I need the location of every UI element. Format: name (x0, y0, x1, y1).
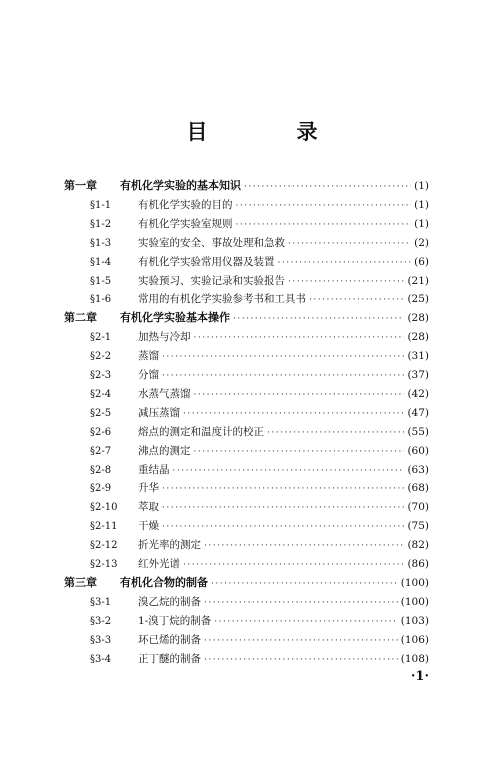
toc-section-row (90, 517, 429, 535)
page-ref: (37) (407, 369, 429, 381)
dot-leader (204, 537, 404, 555)
section-number: §2-7 (90, 445, 112, 457)
page-ref: (42) (407, 387, 429, 400)
toc-section-row (90, 631, 429, 649)
dot-leader (162, 480, 404, 498)
section-number: §2-4 (90, 388, 112, 400)
dot-leader (278, 254, 412, 272)
section-number: §2-3 (90, 370, 112, 381)
page-ref: (70) (407, 501, 429, 514)
toc-section-row (90, 404, 429, 422)
toc-section-row (90, 234, 429, 252)
chapter-title: 有机化学实验基本操作 (120, 311, 230, 325)
page-ref: (100) (400, 595, 429, 608)
page-ref: (1) (414, 217, 429, 230)
section-number: §2-6 (90, 426, 112, 438)
page-ref: (103) (400, 614, 429, 627)
toc-section-row (90, 366, 429, 384)
page-ref: (60) (407, 444, 429, 457)
dot-leader (162, 348, 404, 366)
toc-section-row (90, 555, 429, 573)
dot-leader (211, 575, 398, 593)
section-number: §2-9 (90, 483, 112, 495)
section-title: 重结晶 (138, 463, 170, 476)
page-ref: (28) (407, 331, 429, 344)
page-ref: (55) (407, 425, 429, 438)
dot-leader (309, 291, 404, 309)
section-title: 有机化学实验室规则 (138, 217, 233, 230)
dot-leader (288, 235, 411, 253)
toc-section-row (90, 612, 429, 630)
chapter-title: 有机化学实验的基本知识 (120, 179, 241, 192)
dot-leader (204, 651, 398, 669)
dot-leader (204, 594, 398, 612)
section-title: 实验室的安全、事故处理和急救 (138, 236, 285, 249)
section-number: §1-1 (90, 199, 112, 211)
toc-section-row (90, 442, 429, 460)
dot-leader (214, 613, 398, 631)
page-ref: (31) (407, 350, 429, 363)
toc-chapter-row (64, 309, 429, 327)
dot-leader (204, 632, 398, 650)
page-ref: (100) (400, 576, 429, 589)
section-number: §1-6 (90, 294, 112, 306)
page-ref: (106) (400, 633, 429, 646)
section-number: §2-12 (90, 540, 118, 552)
section-title: 有机化学实验的目的 (138, 198, 233, 211)
section-number: §3-3 (90, 634, 112, 646)
page-ref: (28) (407, 312, 429, 325)
dot-leader (173, 462, 405, 480)
toc-chapter-row (64, 177, 429, 195)
section-title: 红外光谱 (138, 558, 180, 570)
dot-leader (194, 329, 405, 347)
chapter-title: 有机化合物的制备 (120, 575, 208, 589)
page-number: ·1· (410, 669, 429, 684)
toc-section-row (90, 423, 429, 441)
dot-leader (162, 518, 404, 536)
page-ref: (25) (407, 293, 429, 306)
section-title: 环已烯的制备 (138, 633, 201, 646)
toc-section-row (90, 593, 429, 611)
section-number: §2-13 (90, 559, 118, 570)
page-title: 目 录 (186, 120, 352, 144)
section-number: §3-4 (90, 653, 112, 665)
page-ref: (82) (407, 539, 429, 552)
section-title: 干燥 (138, 520, 159, 533)
section-title: 减压蒸馏 (138, 406, 180, 419)
page-ref: (6) (414, 255, 429, 268)
page-ref: (108) (400, 652, 429, 665)
section-number: §2-11 (90, 521, 118, 533)
section-title: 正丁醚的制备 (138, 652, 201, 665)
chapter-number: 第三章 (64, 575, 97, 589)
page-ref: (2) (414, 236, 429, 249)
toc-section-row (90, 385, 429, 403)
page-ref: (21) (407, 274, 429, 287)
toc-section-row (90, 196, 429, 214)
section-number: §2-8 (90, 464, 112, 476)
page-ref: (1) (414, 198, 429, 211)
section-number: §3-2 (90, 615, 112, 627)
toc-section-row (90, 479, 429, 497)
section-number: §1-5 (90, 275, 112, 287)
page-ref: (75) (407, 520, 429, 533)
section-title: 分馏 (138, 369, 159, 381)
section-title: 1-溴丁烷的制备 (138, 614, 212, 627)
section-title: 实验预习、实验记录和实验报告 (138, 274, 285, 287)
toc-section-row (90, 253, 429, 271)
toc-section-row (90, 536, 429, 554)
section-title: 蒸馏 (138, 350, 159, 363)
toc-section-row (90, 290, 429, 308)
chapter-number: 第二章 (64, 311, 97, 325)
section-number: §3-1 (90, 596, 112, 608)
page-ref: (86) (407, 558, 429, 570)
section-number: §1-4 (90, 256, 112, 268)
dot-leader (244, 178, 411, 196)
dot-leader (194, 386, 405, 404)
section-title: 熔点的测定和温度计的校正 (138, 425, 264, 438)
toc-section-row (90, 328, 429, 346)
section-title: 沸点的测定 (138, 444, 191, 457)
section-number: §2-5 (90, 407, 112, 419)
section-title: 加热与冷却 (138, 331, 191, 344)
section-title: 水蒸气蒸馏 (138, 387, 191, 400)
dot-leader (267, 424, 404, 442)
chapter-number: 第一章 (64, 179, 97, 192)
toc-section-row (90, 215, 429, 233)
dot-leader (233, 310, 404, 328)
section-number: §2-10 (90, 502, 118, 514)
page-ref: (68) (407, 482, 429, 495)
dot-leader (162, 367, 404, 385)
page-ref: (47) (407, 406, 429, 419)
dot-leader (288, 273, 404, 291)
dot-leader (162, 499, 404, 517)
toc-section-row (90, 461, 429, 479)
section-number: §1-2 (90, 218, 112, 230)
section-title: 升华 (138, 482, 159, 495)
section-number: §2-1 (90, 332, 112, 344)
section-title: 折光率的测定 (138, 539, 201, 552)
page-ref: (1) (414, 180, 429, 192)
section-number: §1-3 (90, 237, 112, 249)
section-number: §2-2 (90, 351, 112, 363)
section-title: 常用的有机化学实验参考书和工具书 (138, 293, 306, 306)
dot-leader (194, 443, 405, 461)
dot-leader (236, 197, 412, 215)
toc-section-row (90, 272, 429, 290)
section-title: 有机化学实验常用仪器及装置 (138, 255, 275, 268)
section-title: 萃取 (138, 501, 159, 514)
toc-section-row (90, 347, 429, 365)
toc-section-row (90, 498, 429, 516)
dot-leader (183, 405, 404, 423)
dot-leader (183, 556, 404, 574)
toc-section-row (90, 650, 429, 668)
section-title: 溴乙烷的制备 (138, 595, 201, 608)
toc-chapter-row (64, 574, 429, 592)
page-ref: (63) (407, 463, 429, 476)
dot-leader (236, 216, 412, 234)
